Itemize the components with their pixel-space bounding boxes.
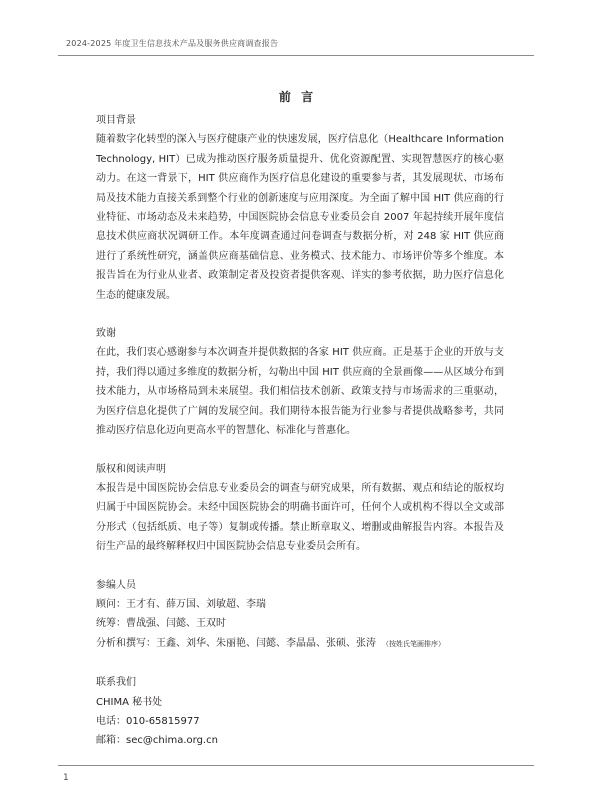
writers-names: 王鑫、刘华、朱丽艳、闫懿、李晶晶、张硕、张涛 <box>156 637 376 649</box>
section-contact <box>96 673 504 751</box>
contact-phone: 电话：010-65815977 <box>96 715 200 727</box>
advisors-line <box>96 595 504 614</box>
section-participants <box>96 576 504 655</box>
advisors-names: 王才有、薛万国、刘敏超、李瑞 <box>126 598 266 610</box>
section-heading-background: 项目背景 <box>96 115 136 126</box>
header-divider <box>58 55 534 56</box>
contact-email: 邮箱：sec@chima.org.cn <box>96 735 218 747</box>
preface-content <box>96 111 504 751</box>
section-copyright <box>96 460 504 557</box>
page-number: 1 <box>63 773 69 783</box>
section-heading-contact: 联系我们 <box>96 677 136 689</box>
contact-org: CHIMA 秘书处 <box>96 696 163 708</box>
coordinators-line <box>96 614 504 633</box>
coordinators-names: 曹战强、闫懿、王双时 <box>126 618 226 630</box>
writers-order-note: （按姓氏笔画排序） <box>382 639 445 648</box>
advisors-label: 顾问： <box>96 598 126 610</box>
thanks-paragraph: 在此，我们衷心感谢参与本次调查并提供数据的各家 HIT 供应商。正是基于企业的开放与支持，我们得以通过多维度的数据分析，勾勒出中国 HIT 供应商的全景画像——从区域分布到技术能力，从市场格局到未来展望。我们相信技术创新、政策支持与市场需求的三重驱动，为医疗信息化提供了广阔的发展空间。我们期待本报告能为行业参与者提供战略参考，共同推动医疗信息化迈向更高水平的智慧化、标准化与普惠化。 <box>96 347 504 437</box>
section-background <box>96 111 504 305</box>
writers-label: 分析和撰写： <box>96 637 156 649</box>
footer-divider <box>58 765 534 766</box>
section-heading-participants: 参编人员 <box>96 579 136 591</box>
section-heading-thanks: 致谢 <box>96 328 116 340</box>
section-heading-copyright: 版权和阅读声明 <box>96 463 166 475</box>
coordinators-label: 统筹： <box>96 618 126 630</box>
running-header: 2024-2025 年度卫生信息技术产品及服务供应商调查报告 <box>66 39 279 48</box>
page-title: 前 言 <box>278 90 317 104</box>
section-thanks <box>96 324 504 440</box>
writers-line <box>96 634 504 654</box>
background-paragraph: 随着数字化转型的深入与医疗健康产业的快速发展，医疗信息化（Healthcare Information Technology, HIT）已成为推动医疗服务质量提升、优化资源配置、实现智慧医疗的核心驱动力。在这一背景下，HIT 供应商作为医疗信息化建设的重要参与者，其发展现状、市场布局及技术能力直接关系到整个行业的创新速度与应用深度。为全面了解中国 HIT 供应商的行业特征、市场动态及未来趋势，中国医院协会信息专业委员会自 2007 年起持续开展年度信息技术供应商状况调研工作。本年度调查通过问卷调查与数据分析，对 248 家 HIT 供应商进行了系统性研究，涵盖供应商基础信息、业务模式、技术能力、市场评价等多个维度。本报告旨在为行业从业者、政策制定者及投资者提供客观、详实的参考依据，助力医疗信息化生态的健康发展。 <box>96 134 504 301</box>
copyright-paragraph: 本报告是中国医院协会信息专业委员会的调查与研究成果，所有数据、观点和结论的版权均归属于中国医院协会。未经中国医院协会的明确书面许可，任何个人或机构不得以全文或部分形式（包括纸质、电子等）复制或传播。禁止断章取义、增删或曲解报告内容。本报告及衍生产品的最终解释权归中国医院协会信息专业委员会所有。 <box>96 482 504 553</box>
